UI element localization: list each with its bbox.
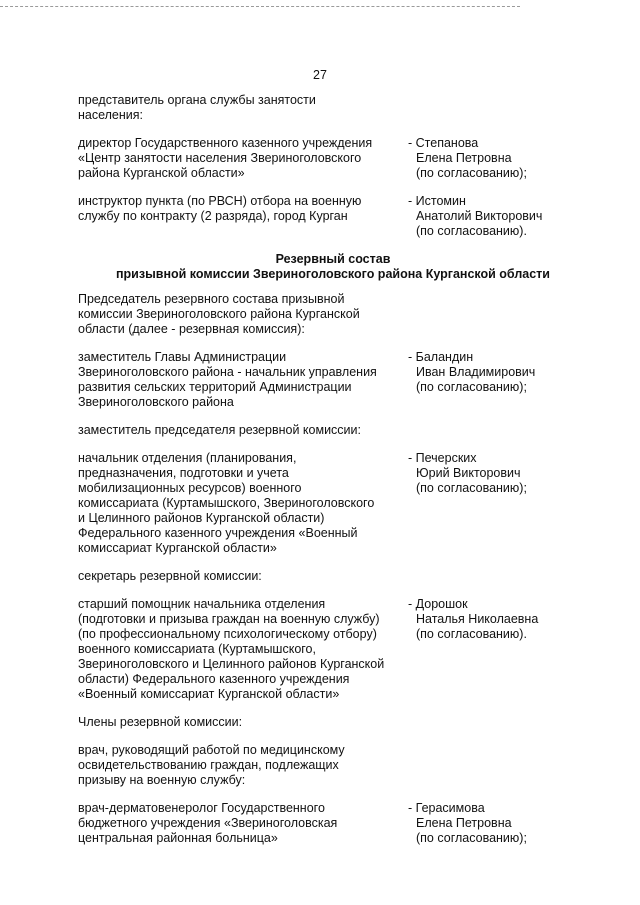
member-surname: - Печерских bbox=[408, 451, 477, 465]
member-name-block bbox=[408, 136, 578, 181]
member-note: (по согласованию); bbox=[416, 380, 527, 394]
member-row-balandin bbox=[78, 350, 578, 410]
member-row-pecherskikh bbox=[78, 451, 578, 556]
section-title-line2: призывной комиссии Звериноголовского района Курганской области bbox=[116, 267, 550, 281]
member-note: (по согласованию). bbox=[416, 627, 527, 641]
member-row-istomin bbox=[78, 194, 578, 239]
deputy-label: заместитель председателя резервной комиссии: bbox=[78, 423, 361, 437]
member-given-names: Наталья Николаевна bbox=[416, 612, 539, 626]
member-surname: - Дорошок bbox=[408, 597, 468, 611]
section-title bbox=[38, 252, 628, 282]
employment-service-label: представитель органа службы занятости населения: bbox=[78, 93, 316, 122]
member-note: (по согласованию); bbox=[416, 831, 527, 845]
member-position: инструктор пункта (по РВСН) отбора на военную службу по контракту (2 разряда), город Курган bbox=[78, 194, 362, 223]
member-name-block bbox=[408, 801, 578, 846]
member-given-names: Елена Петровна bbox=[416, 151, 512, 165]
member-name-block bbox=[408, 451, 578, 556]
member-position: директор Государственного казенного учреждения «Центр занятости населения Звериноголовского района Курганской области» bbox=[78, 136, 373, 180]
section-title-line1: Резервный состав bbox=[275, 252, 391, 266]
member-position: врач-дерматовенеролог Государственного бюджетного учреждения «Звериноголовская центральная районная больница» bbox=[78, 801, 338, 845]
member-note: (по согласованию); bbox=[416, 166, 527, 180]
member-row-gerasimova bbox=[78, 801, 578, 846]
member-given-names: Елена Петровна bbox=[416, 816, 512, 830]
member-name-block bbox=[408, 597, 578, 702]
member-name-block bbox=[408, 194, 578, 239]
secretary-label: секретарь резервной комиссии: bbox=[78, 569, 262, 583]
page-number: 27 bbox=[313, 68, 327, 82]
member-name-block bbox=[408, 350, 578, 410]
member-position: начальник отделения (планирования, предназначения, подготовки и учета мобилизационных ресурсов) военного комиссариата (Куртамышского, Звериноголовского и Целинного районов Курганской области) Федерального казенного учреждения «Военный комиссариат Курганской области» bbox=[78, 451, 375, 555]
member-surname: - Степанова bbox=[408, 136, 479, 150]
member-row-stepanova bbox=[78, 136, 578, 181]
member-surname: - Баландин bbox=[408, 350, 474, 364]
members-label: Члены резервной комиссии: bbox=[78, 715, 243, 729]
member-note: (по согласованию); bbox=[416, 481, 527, 495]
member-given-names: Иван Владимирович bbox=[416, 365, 536, 379]
chair-label: Председатель резервного состава призывной комиссии Звериноголовского района Курганской области (далее - резервная комиссия): bbox=[78, 292, 360, 336]
document-body bbox=[78, 93, 578, 859]
member-row-doroshok bbox=[78, 597, 578, 702]
member-position: заместитель Главы Администрации Звериноголовского района - начальник управления развития сельских территорий Администрации Звериноголовского района bbox=[78, 350, 377, 409]
member-position: старший помощник начальника отделения (подготовки и призыва граждан на военную службу) (по профессиональному психологическому отбору) военного комиссариата (Куртамышского, Звериноголовского и Целинного районов Курганской области) Федерального казенного учреждения «Военный комиссариат Курганской области» bbox=[78, 597, 385, 701]
member-surname: - Истомин bbox=[408, 194, 466, 208]
doctor-label: врач, руководящий работой по медицинскому освидетельствованию граждан, подлежащих призыву на военную службу: bbox=[78, 743, 345, 787]
member-surname: - Герасимова bbox=[408, 801, 485, 815]
member-note: (по согласованию). bbox=[416, 224, 527, 238]
member-given-names: Анатолий Викторович bbox=[416, 209, 543, 223]
member-given-names: Юрий Викторович bbox=[416, 466, 521, 480]
scan-artifact-line bbox=[0, 6, 520, 9]
